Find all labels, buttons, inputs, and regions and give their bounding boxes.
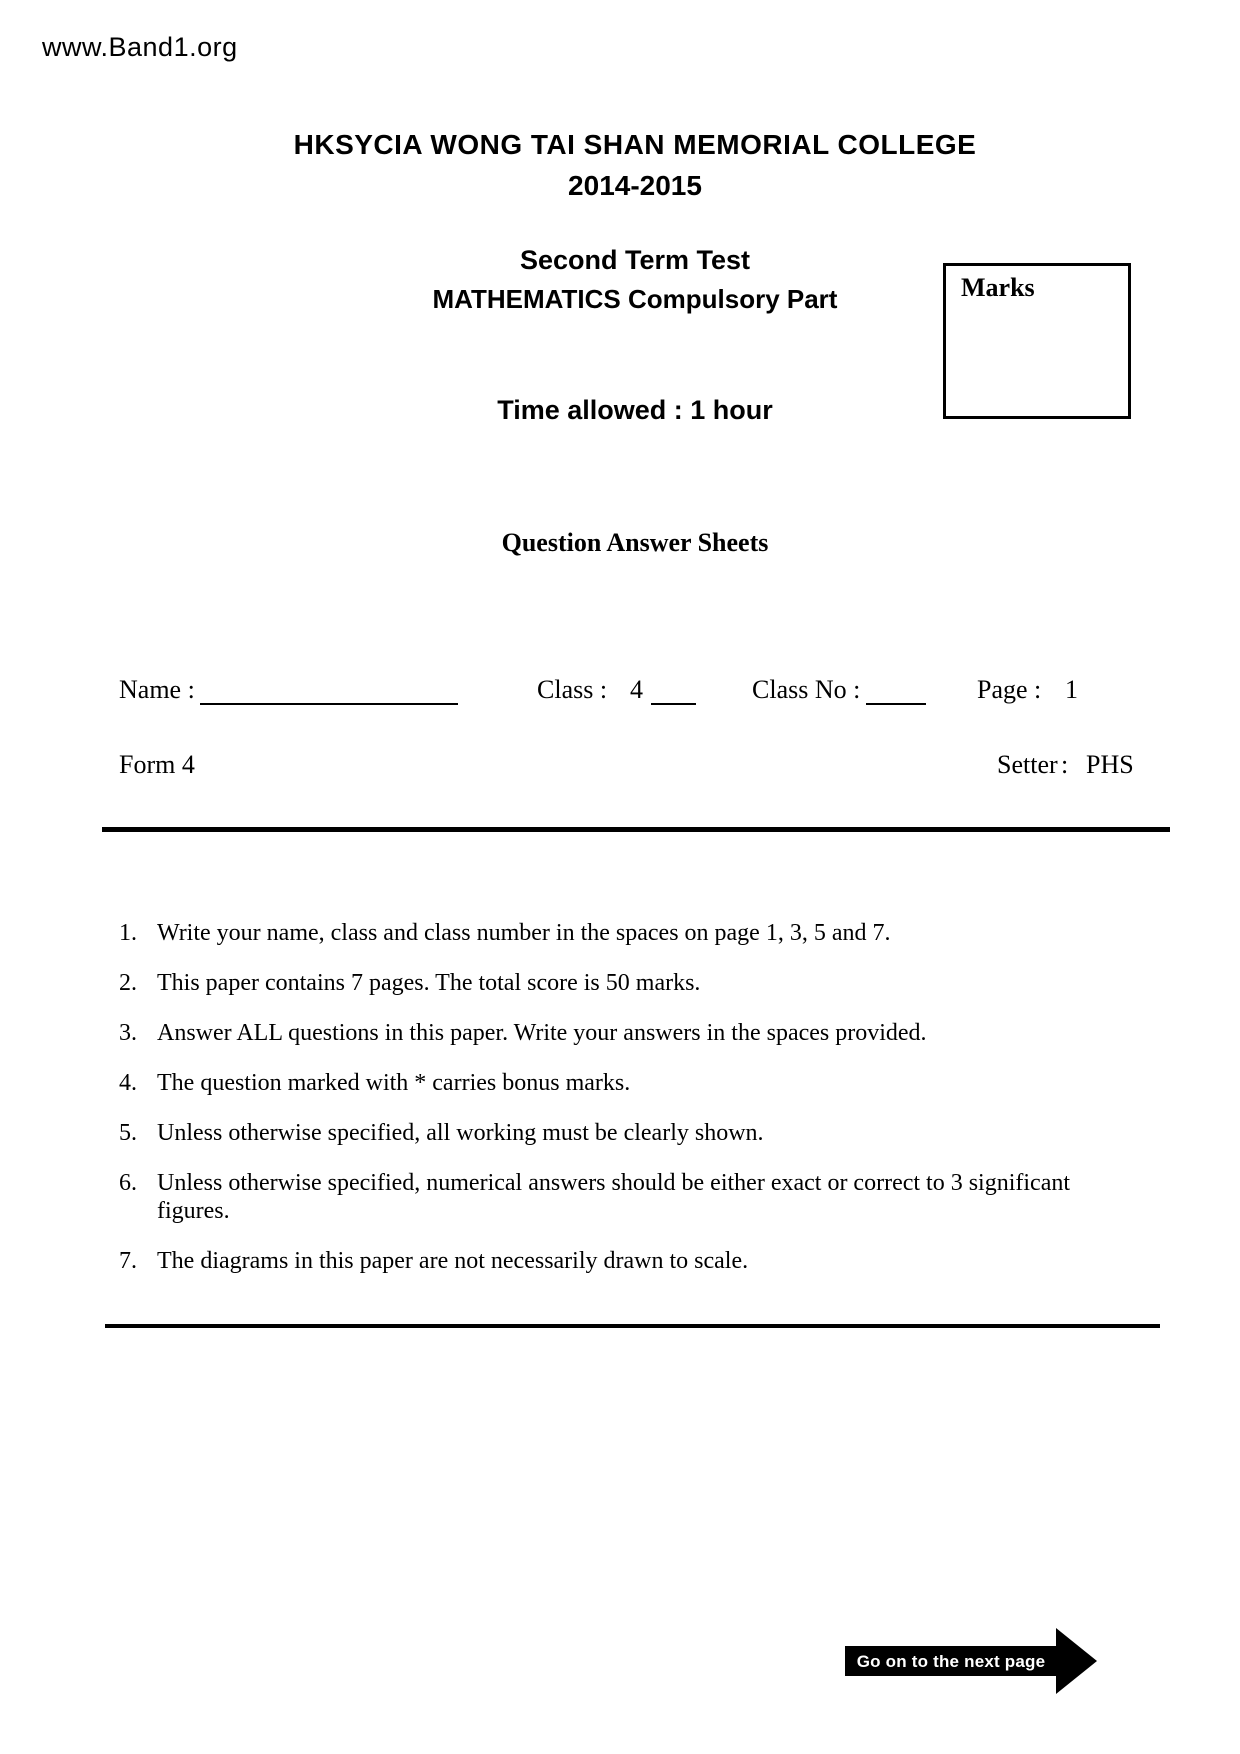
instruction-number: 1. xyxy=(119,920,137,946)
instruction-item xyxy=(119,1169,1119,1225)
form-label: Form 4 xyxy=(119,750,195,779)
instruction-number: 4. xyxy=(119,1070,137,1096)
site-url: www.Band1.org xyxy=(42,32,238,62)
instruction-number: 7. xyxy=(119,1248,137,1274)
test-title: Second Term Test xyxy=(519,245,751,275)
page-number: 1 xyxy=(1065,675,1078,704)
instruction-item xyxy=(119,969,1119,997)
next-page-arrow-icon xyxy=(1056,1628,1097,1694)
setter-colon: : xyxy=(1061,750,1069,779)
divider-rule-top xyxy=(102,827,1170,832)
instruction-text: Write your name, class and class number in the spaces on page 1, 3, 5 and 7. xyxy=(157,920,891,946)
instruction-text: The question marked with * carries bonus marks. xyxy=(157,1070,631,1096)
instruction-number: 2. xyxy=(119,970,137,996)
next-page-banner xyxy=(845,1646,1057,1676)
instruction-text: The diagrams in this paper are not necessarily drawn to scale. xyxy=(157,1248,749,1274)
class-label: Class : xyxy=(537,675,608,704)
class-no-fill-line xyxy=(866,703,926,705)
instruction-item xyxy=(119,1069,1119,1097)
instruction-number: 3. xyxy=(119,1020,137,1046)
time-allowed: Time allowed : 1 hour xyxy=(497,395,773,425)
name-label: Name : xyxy=(119,675,195,704)
instruction-text: Answer ALL questions in this paper. Write your answers in the spaces provided. xyxy=(157,1020,927,1046)
instruction-item xyxy=(119,1247,1119,1275)
instruction-text xyxy=(157,1169,1070,1225)
class-no-label: Class No : xyxy=(752,675,861,704)
sheet-title: Question Answer Sheets xyxy=(501,528,769,557)
marks-label: Marks xyxy=(961,273,1035,302)
instructions-list xyxy=(119,919,1119,1297)
instruction-item xyxy=(119,919,1119,947)
class-fill-line xyxy=(651,703,696,705)
setter-value: PHS xyxy=(1086,750,1134,779)
subject-title: MATHEMATICS Compulsory Part xyxy=(432,284,838,314)
instruction-text: Unless otherwise specified, all working must be clearly shown. xyxy=(157,1120,764,1146)
school-year: 2014-2015 xyxy=(568,170,702,201)
instruction-item xyxy=(119,1019,1119,1047)
name-fill-line xyxy=(200,703,458,705)
instruction-text-line: Unless otherwise specified, numerical answers should be either exact or correct to 3 significant xyxy=(157,1170,1071,1196)
marks-box xyxy=(943,263,1131,419)
next-page-label: Go on to the next page xyxy=(856,1651,1046,1671)
setter-label: Setter xyxy=(997,750,1058,779)
class-value: 4 xyxy=(630,675,643,704)
instruction-item xyxy=(119,1119,1119,1147)
instruction-number: 5. xyxy=(119,1120,137,1146)
college-name: HKSYCIA WONG TAI SHAN MEMORIAL COLLEGE xyxy=(293,129,977,160)
page-label: Page : xyxy=(977,675,1042,704)
instruction-number: 6. xyxy=(119,1170,137,1196)
divider-rule-bottom xyxy=(105,1324,1160,1328)
instruction-text: This paper contains 7 pages. The total score is 50 marks. xyxy=(157,970,701,996)
instruction-text-line: figures. xyxy=(157,1198,230,1224)
